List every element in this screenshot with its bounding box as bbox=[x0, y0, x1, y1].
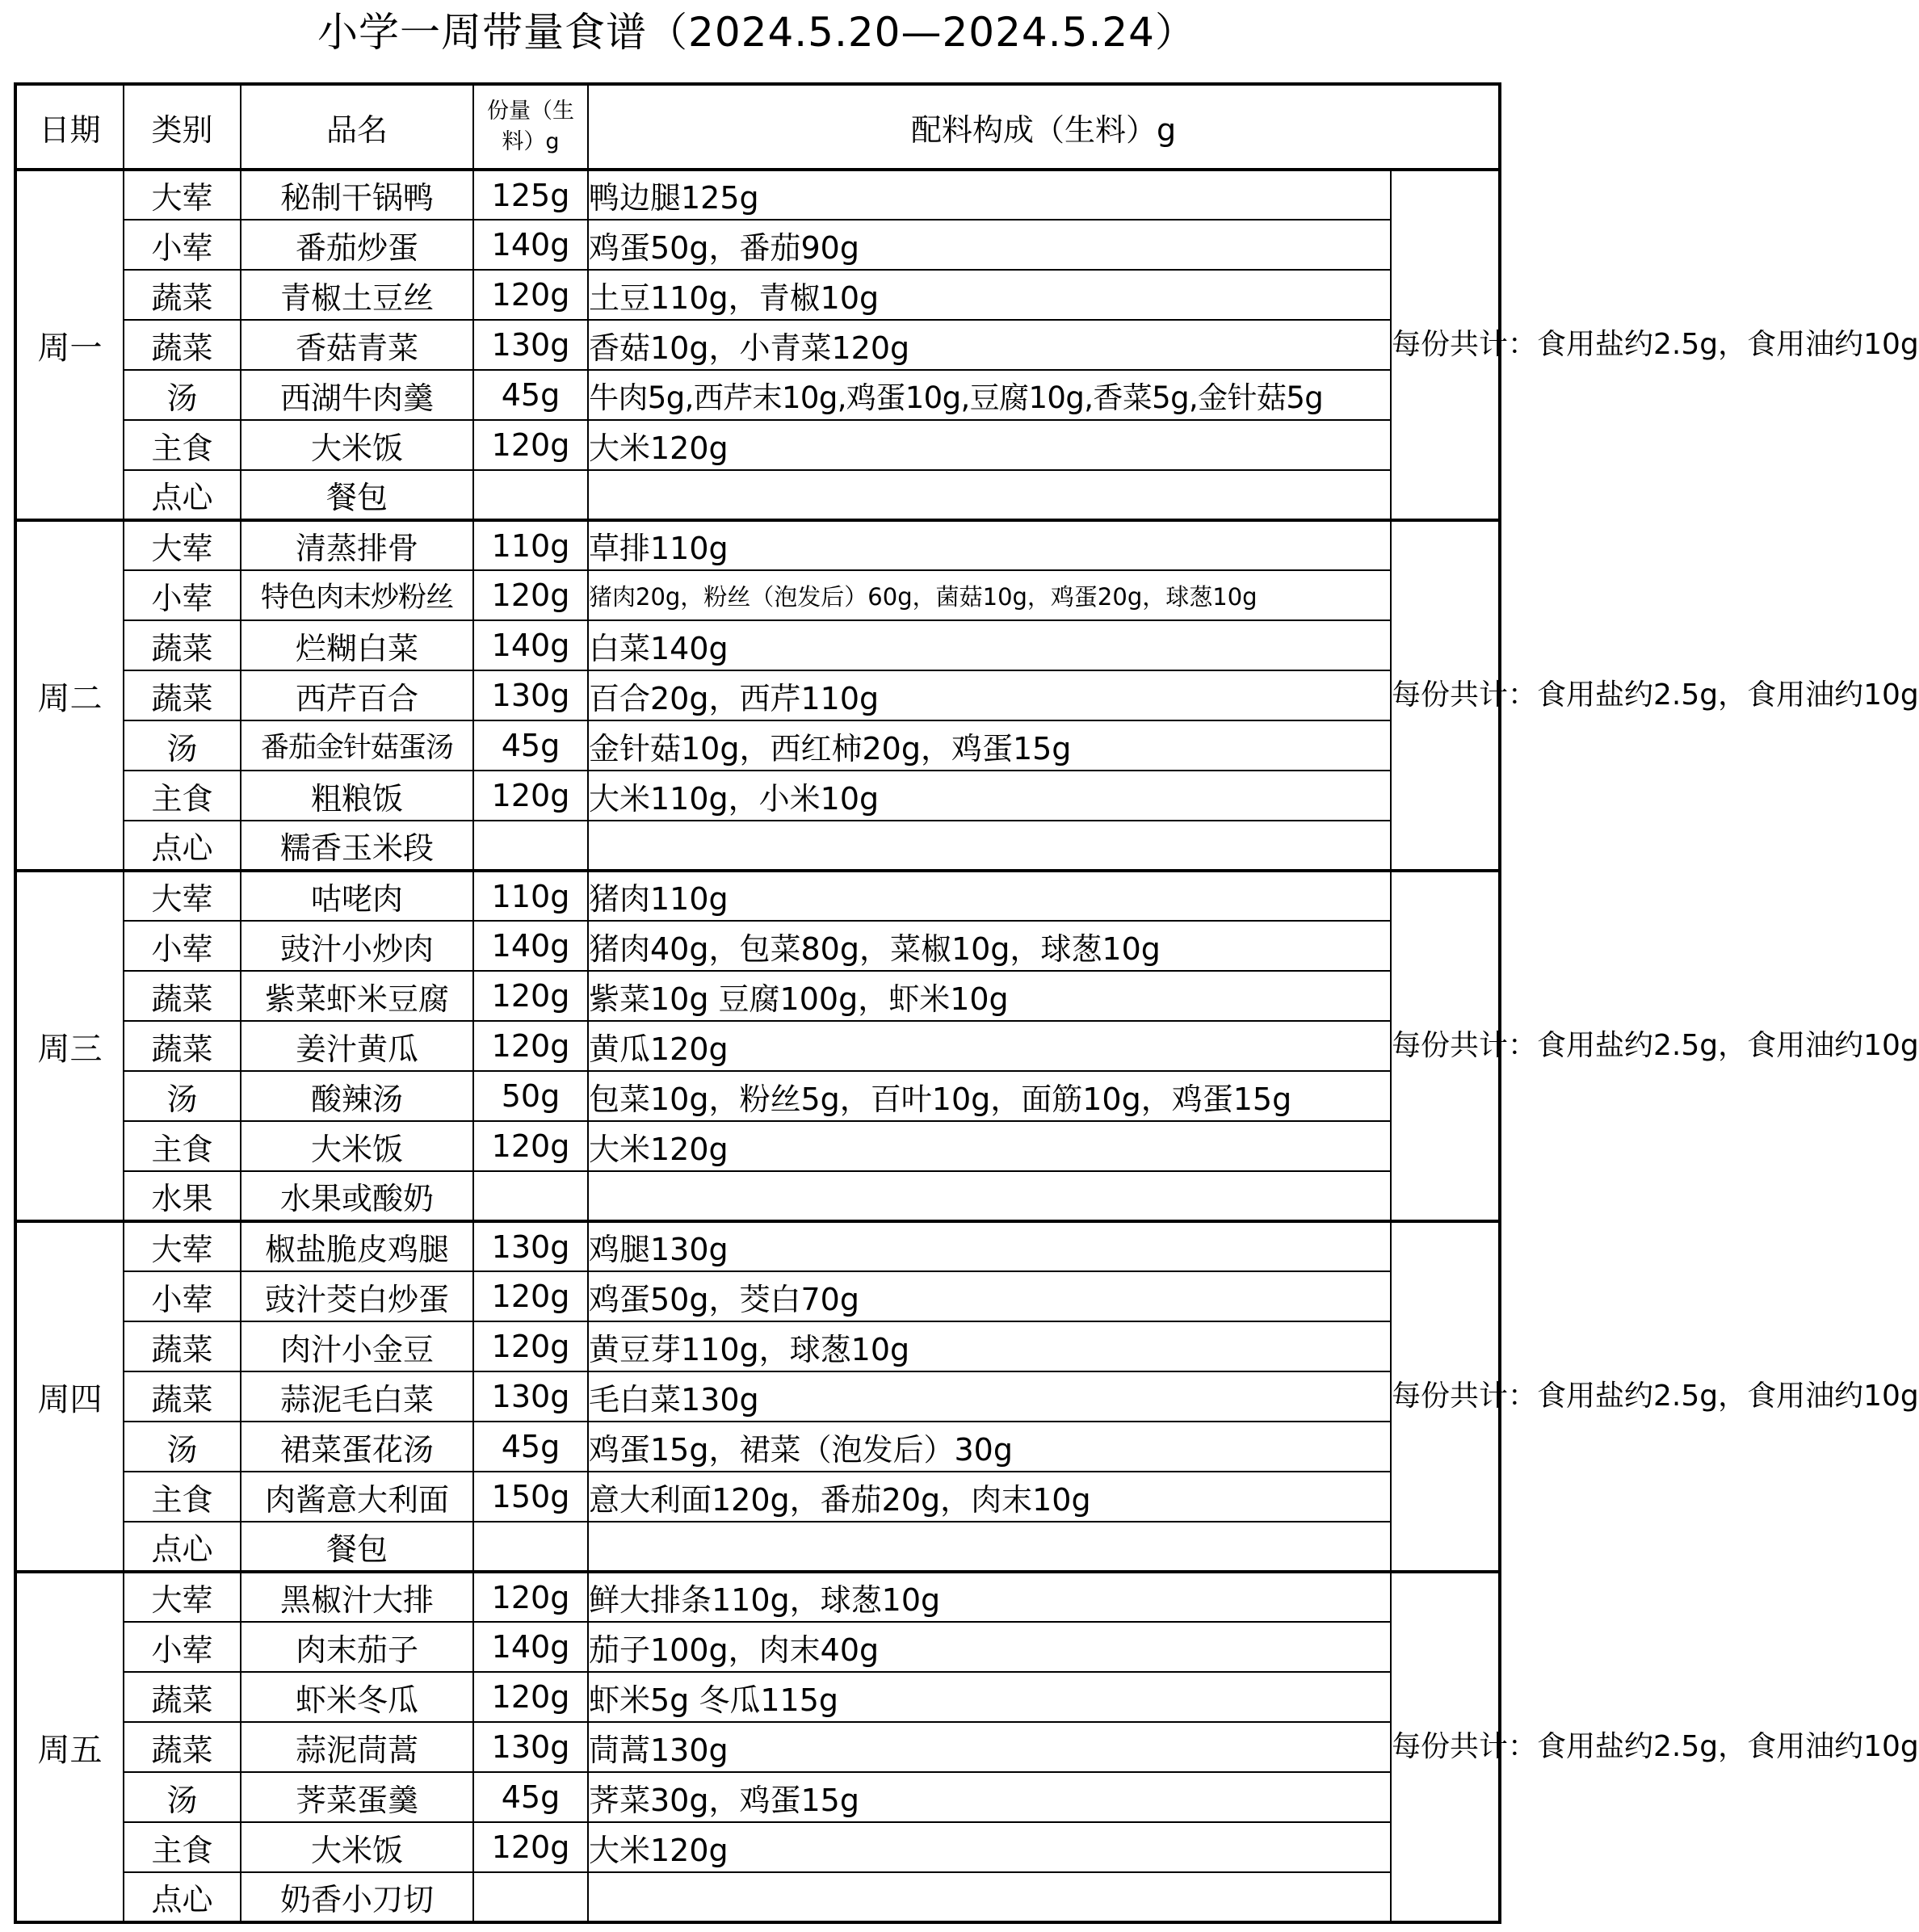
table-row bbox=[15, 570, 1500, 620]
ingredients-cell bbox=[588, 1872, 1391, 1922]
dish-cell: 紫菜虾米豆腐 bbox=[241, 971, 473, 1021]
category-cell: 点心 bbox=[124, 1522, 241, 1572]
portion-cell: 45g bbox=[473, 1772, 588, 1822]
table-row bbox=[15, 1171, 1500, 1221]
dish-cell: 大米饭 bbox=[241, 1121, 473, 1171]
portion-cell bbox=[473, 1522, 588, 1572]
table-row bbox=[15, 720, 1500, 771]
portion-cell: 120g bbox=[473, 1121, 588, 1171]
dish-cell: 糯香玉米段 bbox=[241, 821, 473, 871]
nutrition-note: 每份共计：食用盐约2.5g，食用油约10g bbox=[1391, 1221, 1500, 1572]
portion-cell: 130g bbox=[473, 1371, 588, 1422]
portion-cell: 120g bbox=[473, 1021, 588, 1071]
category-cell: 蔬菜 bbox=[124, 320, 241, 370]
dish-cell: 豉汁茭白炒蛋 bbox=[241, 1271, 473, 1321]
ingredients-cell: 鸡蛋50g，茭白70g bbox=[588, 1271, 1391, 1321]
category-cell: 小荤 bbox=[124, 570, 241, 620]
day-label: 周四 bbox=[15, 1221, 124, 1572]
dish-cell: 秘制干锅鸭 bbox=[241, 170, 473, 220]
ingredients-cell bbox=[588, 1522, 1391, 1572]
ingredients-cell: 大米110g，小米10g bbox=[588, 771, 1391, 821]
day-label: 周二 bbox=[15, 520, 124, 871]
dish-cell: 蒜泥毛白菜 bbox=[241, 1371, 473, 1422]
portion-cell: 130g bbox=[473, 670, 588, 720]
ingredients-cell: 百合20g，西芹110g bbox=[588, 670, 1391, 720]
dish-cell: 番茄炒蛋 bbox=[241, 220, 473, 270]
portion-cell: 120g bbox=[473, 1572, 588, 1622]
ingredients-cell bbox=[588, 821, 1391, 871]
portion-cell: 50g bbox=[473, 1071, 588, 1121]
dish-cell: 蒜泥茼蒿 bbox=[241, 1722, 473, 1772]
ingredients-cell: 草排110g bbox=[588, 520, 1391, 570]
table-row bbox=[15, 170, 1500, 220]
ingredients-cell bbox=[588, 470, 1391, 520]
category-cell: 汤 bbox=[124, 1772, 241, 1822]
table-row bbox=[15, 420, 1500, 470]
dish-cell: 清蒸排骨 bbox=[241, 520, 473, 570]
page-title: 小学一周带量食谱（2024.5.20—2024.5.24） bbox=[317, 9, 1196, 56]
portion-cell: 140g bbox=[473, 1622, 588, 1672]
day-label: 周一 bbox=[15, 170, 124, 520]
dish-cell: 番茄金针菇蛋汤 bbox=[241, 720, 473, 771]
dish-cell: 肉汁小金豆 bbox=[241, 1321, 473, 1371]
table-row bbox=[15, 1071, 1500, 1121]
dish-cell: 香菇青菜 bbox=[241, 320, 473, 370]
portion-cell: 110g bbox=[473, 520, 588, 570]
table-row bbox=[15, 1622, 1500, 1672]
ingredients-cell: 荠菜30g，鸡蛋15g bbox=[588, 1772, 1391, 1822]
dish-cell: 裙菜蛋花汤 bbox=[241, 1422, 473, 1472]
ingredients-cell: 香菇10g，小青菜120g bbox=[588, 320, 1391, 370]
table-row bbox=[15, 370, 1500, 420]
category-cell: 汤 bbox=[124, 720, 241, 771]
header-row bbox=[15, 84, 1500, 170]
dish-cell: 荠菜蛋羹 bbox=[241, 1772, 473, 1822]
table-row bbox=[15, 1722, 1500, 1772]
portion-cell: 45g bbox=[473, 720, 588, 771]
ingredients-cell: 意大利面120g，番茄20g，肉末10g bbox=[588, 1472, 1391, 1522]
table-row bbox=[15, 771, 1500, 821]
table-row bbox=[15, 1672, 1500, 1722]
dish-cell: 西芹百合 bbox=[241, 670, 473, 720]
category-cell: 蔬菜 bbox=[124, 670, 241, 720]
table-row bbox=[15, 1522, 1500, 1572]
table-row bbox=[15, 1371, 1500, 1422]
dish-cell: 咕咾肉 bbox=[241, 871, 473, 921]
portion-cell: 120g bbox=[473, 420, 588, 470]
ingredients-cell: 大米120g bbox=[588, 420, 1391, 470]
dish-cell: 奶香小刀切 bbox=[241, 1872, 473, 1922]
category-cell: 主食 bbox=[124, 1472, 241, 1522]
dish-cell: 餐包 bbox=[241, 1522, 473, 1572]
dish-cell: 豉汁小炒肉 bbox=[241, 921, 473, 971]
portion-cell: 140g bbox=[473, 620, 588, 670]
dish-cell: 粗粮饭 bbox=[241, 771, 473, 821]
portion-cell: 120g bbox=[473, 570, 588, 620]
portion-cell bbox=[473, 821, 588, 871]
table-row bbox=[15, 320, 1500, 370]
ingredients-cell: 白菜140g bbox=[588, 620, 1391, 670]
nutrition-note: 每份共计：食用盐约2.5g，食用油约10g bbox=[1391, 520, 1500, 871]
table-row bbox=[15, 1572, 1500, 1622]
ingredients-cell: 猪肉20g，粉丝（泡发后）60g，菌菇10g，鸡蛋20g，球葱10g bbox=[588, 570, 1391, 620]
header-ingredients: 配料构成（生料）g bbox=[588, 84, 1500, 170]
table-row bbox=[15, 220, 1500, 270]
ingredients-cell: 牛肉5g,西芹末10g,鸡蛋10g,豆腐10g,香菜5g,金针菇5g bbox=[588, 370, 1391, 420]
dish-cell: 水果或酸奶 bbox=[241, 1171, 473, 1221]
table-row bbox=[15, 1822, 1500, 1872]
portion-cell: 45g bbox=[473, 1422, 588, 1472]
category-cell: 蔬菜 bbox=[124, 1321, 241, 1371]
day-label: 周三 bbox=[15, 871, 124, 1221]
category-cell: 小荤 bbox=[124, 220, 241, 270]
header-portion: 份量（生料）g bbox=[473, 84, 588, 170]
menu-body bbox=[15, 170, 1919, 1922]
nutrition-note: 每份共计：食用盐约2.5g，食用油约10g bbox=[1391, 170, 1500, 520]
portion-cell: 120g bbox=[473, 1672, 588, 1722]
dish-cell: 大米饭 bbox=[241, 1822, 473, 1872]
dish-cell: 西湖牛肉羹 bbox=[241, 370, 473, 420]
dish-cell: 椒盐脆皮鸡腿 bbox=[241, 1221, 473, 1271]
dish-cell: 肉酱意大利面 bbox=[241, 1472, 473, 1522]
category-cell: 主食 bbox=[124, 1121, 241, 1171]
ingredients-cell: 虾米5g 冬瓜115g bbox=[588, 1672, 1391, 1722]
portion-cell: 150g bbox=[473, 1472, 588, 1522]
ingredients-cell: 大米120g bbox=[588, 1822, 1391, 1872]
ingredients-cell: 黄豆芽110g，球葱10g bbox=[588, 1321, 1391, 1371]
ingredients-cell: 茼蒿130g bbox=[588, 1722, 1391, 1772]
table-row bbox=[15, 1321, 1500, 1371]
category-cell: 小荤 bbox=[124, 1622, 241, 1672]
ingredients-cell: 毛白菜130g bbox=[588, 1371, 1391, 1422]
category-cell: 小荤 bbox=[124, 1271, 241, 1321]
dish-cell: 黑椒汁大排 bbox=[241, 1572, 473, 1622]
portion-cell: 45g bbox=[473, 370, 588, 420]
ingredients-cell: 黄瓜120g bbox=[588, 1021, 1391, 1071]
dish-cell: 烂糊白菜 bbox=[241, 620, 473, 670]
portion-cell: 110g bbox=[473, 871, 588, 921]
portion-cell: 120g bbox=[473, 1822, 588, 1872]
portion-cell: 125g bbox=[473, 170, 588, 220]
category-cell: 蔬菜 bbox=[124, 1672, 241, 1722]
dish-cell: 特色肉末炒粉丝 bbox=[241, 570, 473, 620]
ingredients-cell: 包菜10g，粉丝5g，百叶10g，面筋10g，鸡蛋15g bbox=[588, 1071, 1391, 1121]
header-date: 日期 bbox=[15, 84, 124, 170]
table-row bbox=[15, 1422, 1500, 1472]
category-cell: 大荤 bbox=[124, 1572, 241, 1622]
category-cell: 蔬菜 bbox=[124, 1371, 241, 1422]
category-cell: 大荤 bbox=[124, 170, 241, 220]
portion-cell: 120g bbox=[473, 1271, 588, 1321]
dish-cell: 姜汁黄瓜 bbox=[241, 1021, 473, 1071]
ingredients-cell: 大米120g bbox=[588, 1121, 1391, 1171]
table-row bbox=[15, 1121, 1500, 1171]
ingredients-cell bbox=[588, 1171, 1391, 1221]
portion-cell: 130g bbox=[473, 1221, 588, 1271]
portion-cell: 130g bbox=[473, 1722, 588, 1772]
ingredients-cell: 鸡蛋15g，裙菜（泡发后）30g bbox=[588, 1422, 1391, 1472]
table-row bbox=[15, 520, 1500, 570]
category-cell: 蔬菜 bbox=[124, 1722, 241, 1772]
ingredients-cell: 土豆110g，青椒10g bbox=[588, 270, 1391, 320]
table-row bbox=[15, 270, 1500, 320]
portion-cell: 120g bbox=[473, 1321, 588, 1371]
table-row bbox=[15, 1872, 1500, 1922]
portion-cell bbox=[473, 1171, 588, 1221]
ingredients-cell: 茄子100g，肉末40g bbox=[588, 1622, 1391, 1672]
dish-cell: 酸辣汤 bbox=[241, 1071, 473, 1121]
ingredients-cell: 金针菇10g，西红柿20g，鸡蛋15g bbox=[588, 720, 1391, 771]
menu-table bbox=[14, 82, 1919, 1924]
category-cell: 大荤 bbox=[124, 871, 241, 921]
header-category: 类别 bbox=[124, 84, 241, 170]
table-row bbox=[15, 1021, 1500, 1071]
ingredients-cell: 鸭边腿125g bbox=[588, 170, 1391, 220]
table-row bbox=[15, 620, 1500, 670]
ingredients-cell: 鲜大排条110g，球葱10g bbox=[588, 1572, 1391, 1622]
table-row bbox=[15, 1221, 1500, 1271]
portion-cell: 120g bbox=[473, 971, 588, 1021]
category-cell: 水果 bbox=[124, 1171, 241, 1221]
dish-cell: 大米饭 bbox=[241, 420, 473, 470]
ingredients-cell: 鸡腿130g bbox=[588, 1221, 1391, 1271]
category-cell: 主食 bbox=[124, 420, 241, 470]
table-row bbox=[15, 971, 1500, 1021]
category-cell: 汤 bbox=[124, 1071, 241, 1121]
header-dish: 品名 bbox=[241, 84, 473, 170]
portion-cell: 140g bbox=[473, 220, 588, 270]
ingredients-cell: 猪肉110g bbox=[588, 871, 1391, 921]
category-cell: 大荤 bbox=[124, 520, 241, 570]
dish-cell: 青椒土豆丝 bbox=[241, 270, 473, 320]
portion-cell: 120g bbox=[473, 771, 588, 821]
category-cell: 蔬菜 bbox=[124, 620, 241, 670]
category-cell: 蔬菜 bbox=[124, 1021, 241, 1071]
table-row bbox=[15, 1772, 1500, 1822]
category-cell: 蔬菜 bbox=[124, 270, 241, 320]
ingredients-cell: 鸡蛋50g，番茄90g bbox=[588, 220, 1391, 270]
nutrition-note: 每份共计：食用盐约2.5g，食用油约10g bbox=[1391, 1572, 1500, 1922]
day-label: 周五 bbox=[15, 1572, 124, 1922]
category-cell: 点心 bbox=[124, 821, 241, 871]
table-row bbox=[15, 1271, 1500, 1321]
category-cell: 点心 bbox=[124, 1872, 241, 1922]
portion-cell bbox=[473, 470, 588, 520]
table-row bbox=[15, 670, 1500, 720]
category-cell: 汤 bbox=[124, 370, 241, 420]
dish-cell: 虾米冬瓜 bbox=[241, 1672, 473, 1722]
category-cell: 蔬菜 bbox=[124, 971, 241, 1021]
portion-cell: 130g bbox=[473, 320, 588, 370]
category-cell: 小荤 bbox=[124, 921, 241, 971]
nutrition-note: 每份共计：食用盐约2.5g，食用油约10g bbox=[1391, 871, 1500, 1221]
dish-cell: 肉末茄子 bbox=[241, 1622, 473, 1672]
category-cell: 大荤 bbox=[124, 1221, 241, 1271]
table-row bbox=[15, 470, 1500, 520]
category-cell: 主食 bbox=[124, 1822, 241, 1872]
table-row bbox=[15, 871, 1500, 921]
ingredients-cell: 猪肉40g，包菜80g，菜椒10g，球葱10g bbox=[588, 921, 1391, 971]
table-row bbox=[15, 921, 1500, 971]
ingredients-cell: 紫菜10g 豆腐100g，虾米10g bbox=[588, 971, 1391, 1021]
portion-cell: 120g bbox=[473, 270, 588, 320]
category-cell: 主食 bbox=[124, 771, 241, 821]
category-cell: 点心 bbox=[124, 470, 241, 520]
table-row bbox=[15, 1472, 1500, 1522]
dish-cell: 餐包 bbox=[241, 470, 473, 520]
table-row bbox=[15, 821, 1500, 871]
portion-cell bbox=[473, 1872, 588, 1922]
portion-cell: 140g bbox=[473, 921, 588, 971]
category-cell: 汤 bbox=[124, 1422, 241, 1472]
